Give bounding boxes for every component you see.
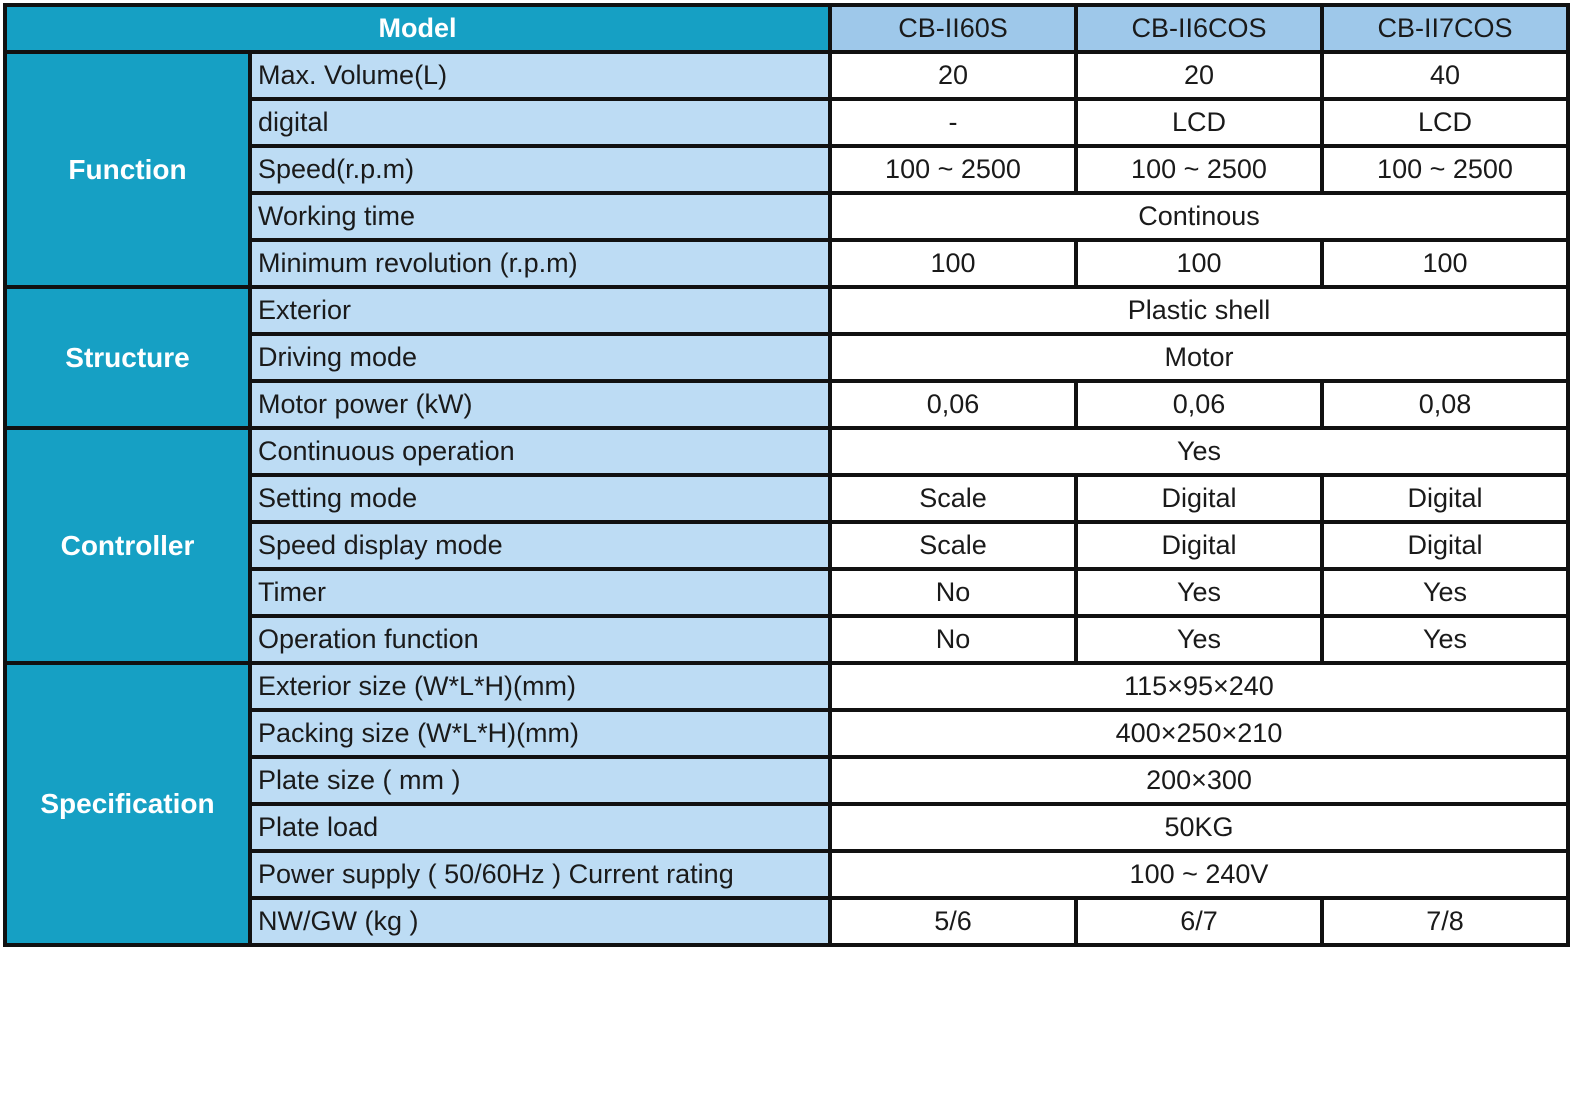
model-header: Model [5, 5, 830, 52]
parameter-label: Minimum revolution (r.p.m) [250, 240, 830, 287]
parameter-label: Continuous operation [250, 428, 830, 475]
parameter-label: Packing size (W*L*H)(mm) [250, 710, 830, 757]
value-cell: Digital [1076, 522, 1322, 569]
value-cell: Digital [1076, 475, 1322, 522]
value-cell: 0,06 [1076, 381, 1322, 428]
parameter-label: Speed display mode [250, 522, 830, 569]
value-cell: Scale [830, 522, 1076, 569]
spec-body [5, 52, 1568, 945]
table-row [5, 663, 1568, 710]
value-cell-merged: 200×300 [830, 757, 1568, 804]
parameter-label: Driving mode [250, 334, 830, 381]
value-cell: Yes [1322, 616, 1568, 663]
table-row [5, 428, 1568, 475]
group-label-function: Function [5, 52, 250, 287]
header-row [5, 5, 1568, 52]
table-row [5, 287, 1568, 334]
parameter-label: Exterior [250, 287, 830, 334]
parameter-label: Timer [250, 569, 830, 616]
value-cell: 100 ~ 2500 [1322, 146, 1568, 193]
model-column-header: CB-II7COS [1322, 5, 1568, 52]
value-cell: 20 [1076, 52, 1322, 99]
value-cell: 40 [1322, 52, 1568, 99]
value-cell-merged: 115×95×240 [830, 663, 1568, 710]
value-cell-merged: Yes [830, 428, 1568, 475]
parameter-label: Max. Volume(L) [250, 52, 830, 99]
value-cell: 0,06 [830, 381, 1076, 428]
parameter-label: Motor power (kW) [250, 381, 830, 428]
value-cell: 5/6 [830, 898, 1076, 945]
parameter-label: Exterior size (W*L*H)(mm) [250, 663, 830, 710]
group-label-specification: Specification [5, 663, 250, 945]
value-cell: Yes [1076, 616, 1322, 663]
value-cell: 100 ~ 2500 [830, 146, 1076, 193]
model-column-header: CB-II60S [830, 5, 1076, 52]
value-cell: No [830, 569, 1076, 616]
value-cell: No [830, 616, 1076, 663]
value-cell-merged: 400×250×210 [830, 710, 1568, 757]
value-cell: 100 [830, 240, 1076, 287]
value-cell-merged: Motor [830, 334, 1568, 381]
parameter-label: NW/GW (kg ) [250, 898, 830, 945]
value-cell-merged: Plastic shell [830, 287, 1568, 334]
value-cell-merged: Continous [830, 193, 1568, 240]
value-cell: 20 [830, 52, 1076, 99]
value-cell: LCD [1322, 99, 1568, 146]
value-cell: - [830, 99, 1076, 146]
value-cell: LCD [1076, 99, 1322, 146]
value-cell: 6/7 [1076, 898, 1322, 945]
value-cell: Scale [830, 475, 1076, 522]
parameter-label: Plate load [250, 804, 830, 851]
parameter-label: Speed(r.p.m) [250, 146, 830, 193]
parameter-label: Operation function [250, 616, 830, 663]
value-cell-merged: 100 ~ 240V [830, 851, 1568, 898]
parameter-label: digital [250, 99, 830, 146]
value-cell: Yes [1076, 569, 1322, 616]
table-row [5, 52, 1568, 99]
model-column-header: CB-II6COS [1076, 5, 1322, 52]
value-cell: 100 [1322, 240, 1568, 287]
value-cell: Digital [1322, 522, 1568, 569]
parameter-label: Power supply ( 50/60Hz ) Current rating [250, 851, 830, 898]
value-cell: Digital [1322, 475, 1568, 522]
value-cell-merged: 50KG [830, 804, 1568, 851]
group-label-structure: Structure [5, 287, 250, 428]
value-cell: 0,08 [1322, 381, 1568, 428]
group-label-controller: Controller [5, 428, 250, 663]
parameter-label: Working time [250, 193, 830, 240]
value-cell: 100 [1076, 240, 1322, 287]
value-cell: Yes [1322, 569, 1568, 616]
spec-table [3, 3, 1570, 947]
value-cell: 100 ~ 2500 [1076, 146, 1322, 193]
value-cell: 7/8 [1322, 898, 1568, 945]
parameter-label: Setting mode [250, 475, 830, 522]
parameter-label: Plate size ( mm ) [250, 757, 830, 804]
